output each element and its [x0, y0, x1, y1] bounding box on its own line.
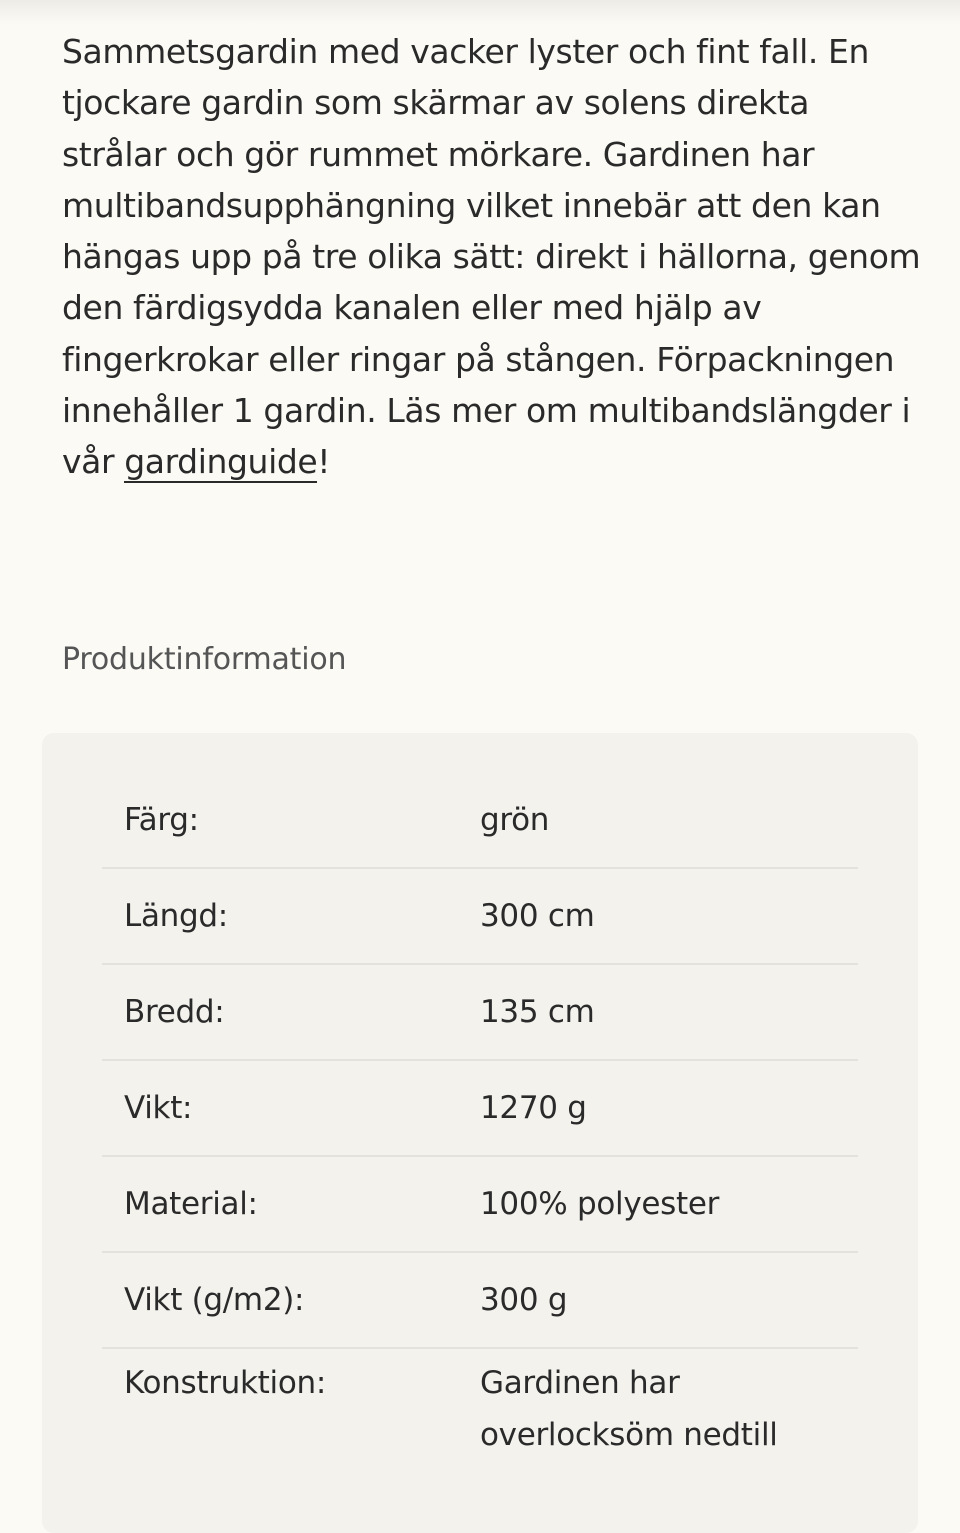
info-value: 135 cm [480, 994, 595, 1030]
product-info-heading: Produktinformation [62, 642, 347, 677]
info-row-length [102, 869, 858, 965]
info-row-color [102, 773, 858, 869]
info-label: Konstruktion: [124, 1365, 326, 1401]
top-shadow [0, 0, 960, 24]
info-row-weight-gsm [102, 1253, 858, 1349]
info-row-weight [102, 1061, 858, 1157]
info-row-material [102, 1157, 858, 1253]
info-value: Gardinen har overlocksöm nedtill [480, 1365, 778, 1453]
description-text: Sammetsgardin med vacker lyster och fint fall. En tjockare gardin som skärmar av solens direkta strålar och gör rummet mörkare. Gardinen har multibandsupphängning vilket innebär att den kan hängas upp på tre olika sätt: direkt i hällorna, genom den färdigsydda kanalen eller med hjälp av fingerkrokar eller ringar på stången. Förpackningen innehåller 1 gardin. Läs mer om multibandslängder i vår [62, 32, 921, 482]
info-value: 300 g [480, 1282, 568, 1318]
info-label: Bredd: [124, 994, 225, 1030]
info-label: Vikt (g/m2): [124, 1282, 305, 1318]
info-value: grön [480, 802, 550, 838]
info-label: Material: [124, 1186, 258, 1222]
product-info-panel [42, 733, 918, 1533]
product-description [62, 26, 922, 488]
curtain-guide-link[interactable]: gardinguide [124, 442, 318, 482]
product-info-table [102, 773, 858, 1461]
info-value: 1270 g [480, 1090, 587, 1126]
info-value: 300 cm [480, 898, 595, 934]
info-value: 100% polyester [480, 1186, 720, 1222]
info-label: Färg: [124, 802, 199, 838]
description-suffix: ! [317, 442, 331, 482]
info-row-construction [102, 1349, 858, 1461]
info-label: Vikt: [124, 1090, 193, 1126]
info-label: Längd: [124, 898, 228, 934]
info-row-width [102, 965, 858, 1061]
